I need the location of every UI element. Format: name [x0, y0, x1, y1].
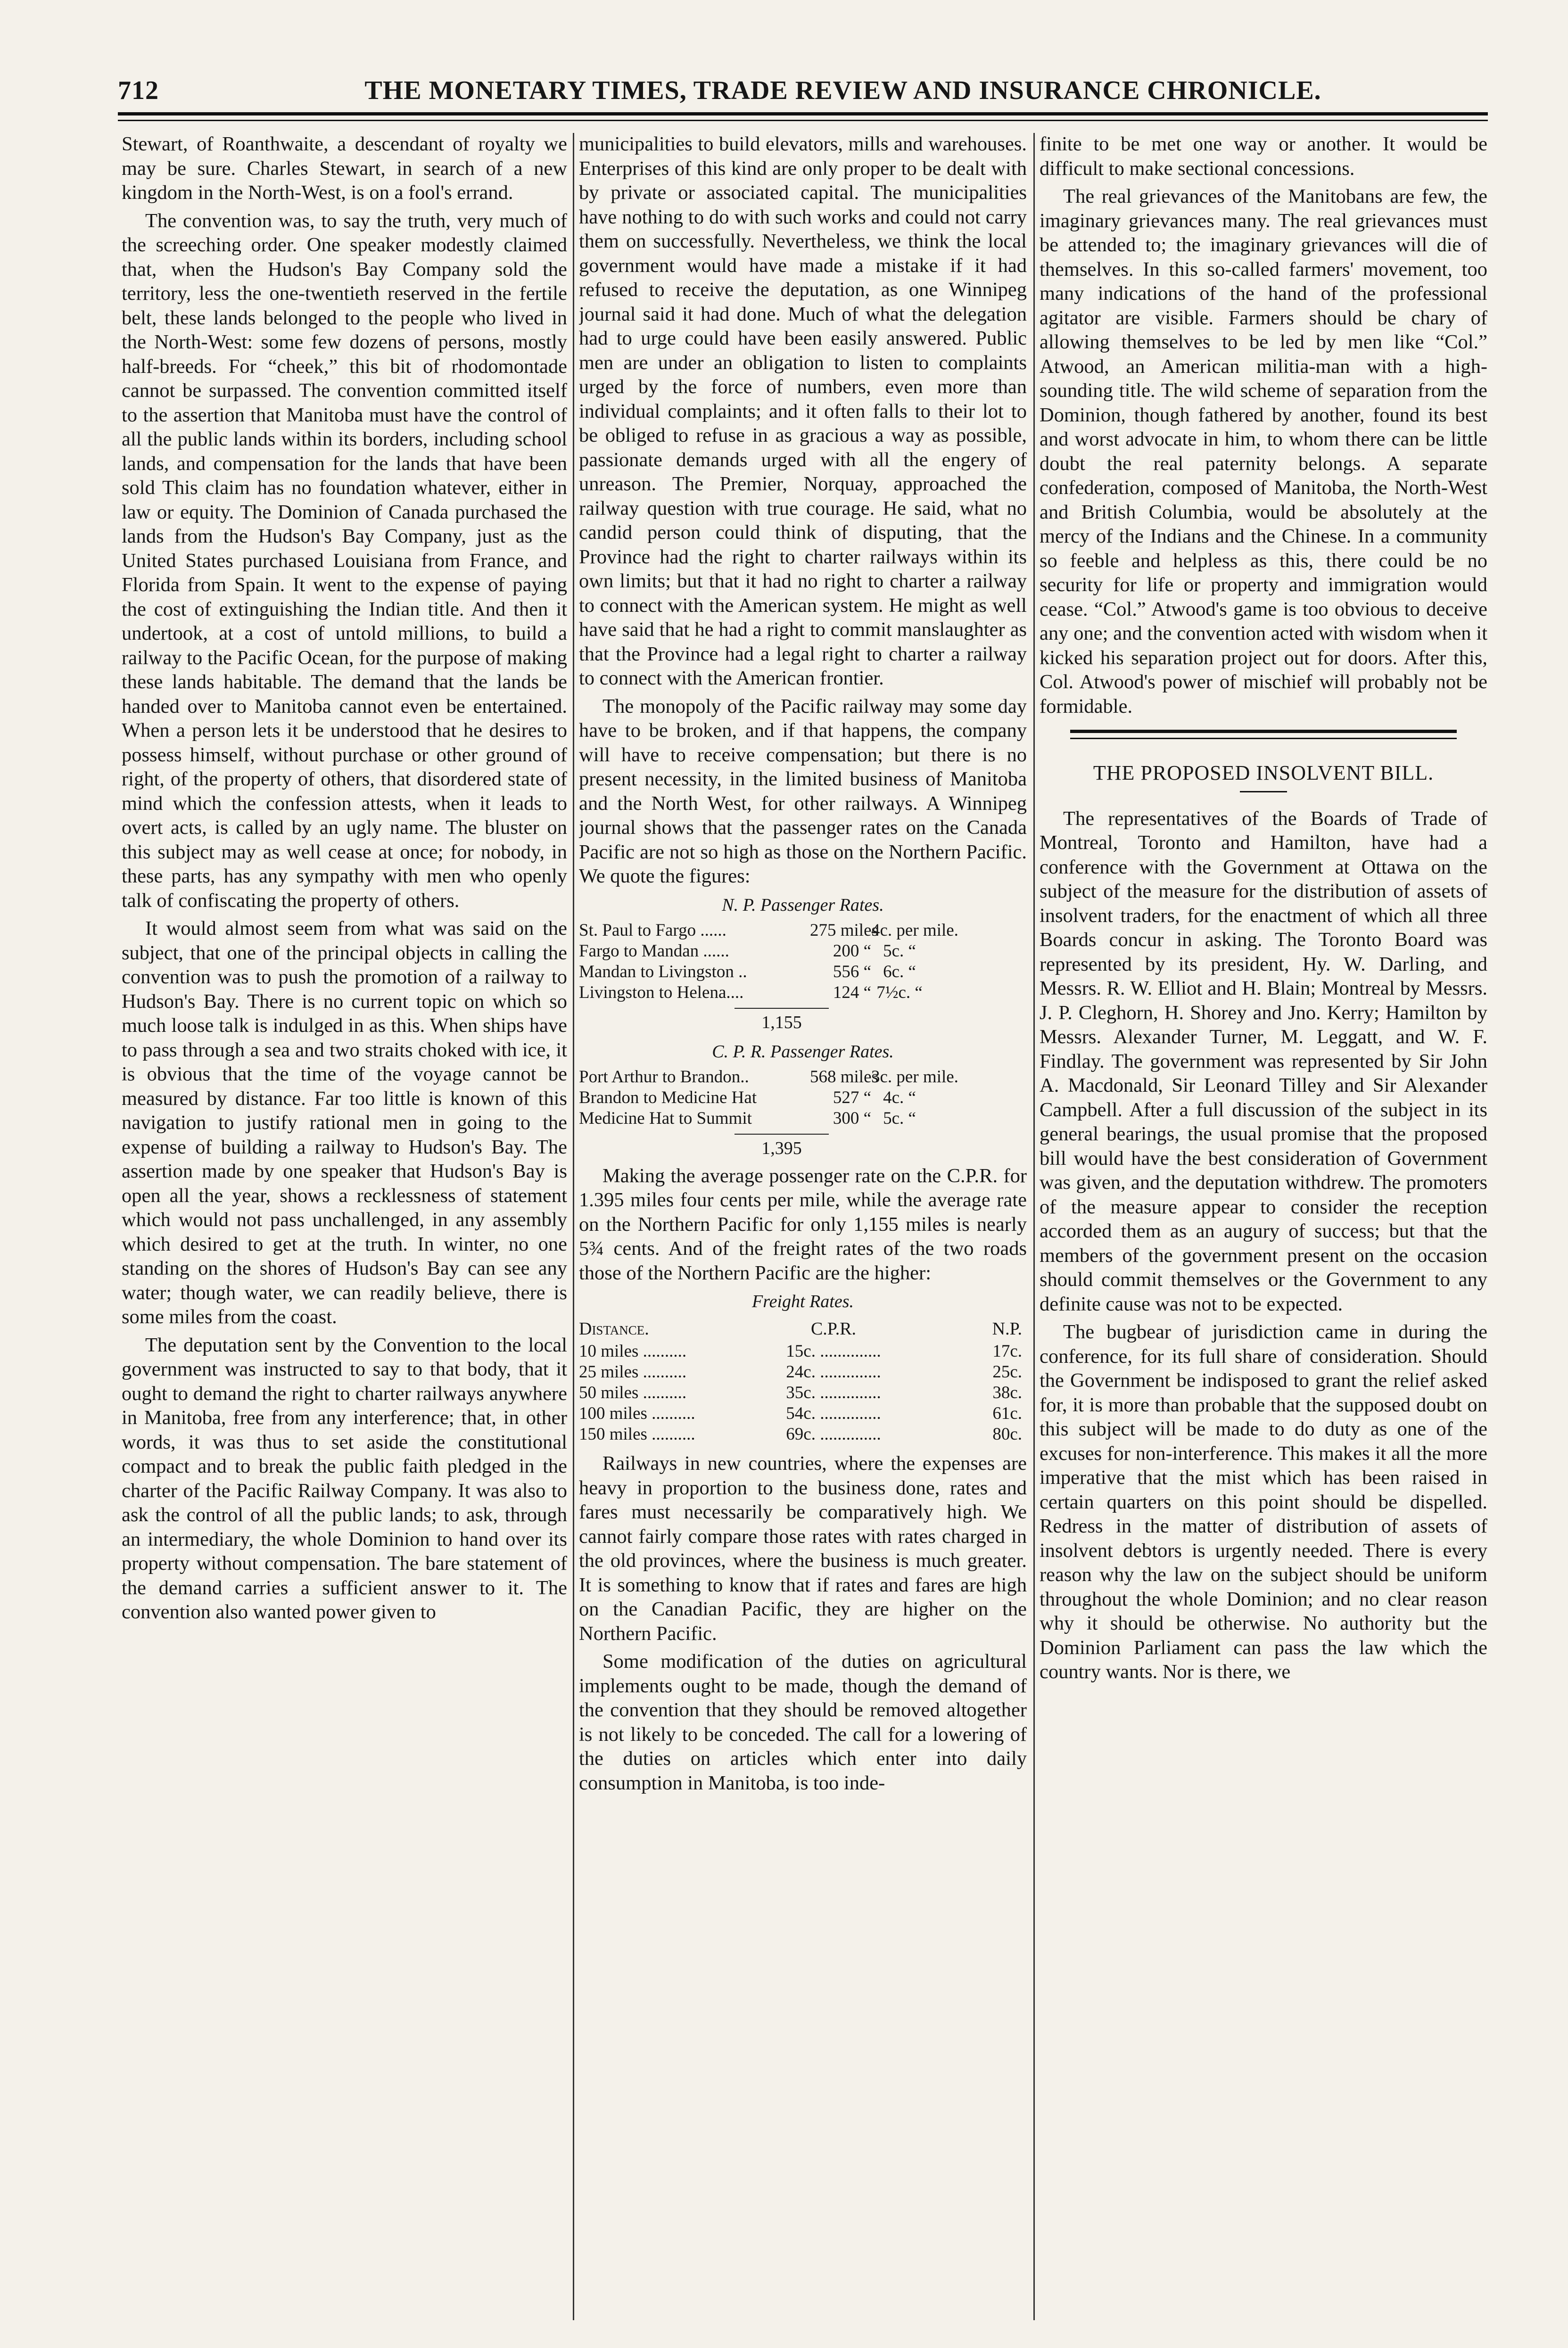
header-rule-thin: [118, 120, 1488, 121]
table-row: 50 miles .......... 35c. .............. 38c.: [579, 1383, 1022, 1402]
cpr-total: 1,395: [734, 1134, 829, 1161]
paragraph: It would almost seem from what was said on the subject, that one of the principal objects in calling the convention was to push the promotion of a railway to Hudson's Bay. There is no current topic on which so much loose talk is indulged in as this. When ships have to pass through a sea and two straits choked with ice, it is obvious that the time of the voyage cannot be measured by distance. Far too little is known of this navigation to justify rational men in going to the expense of building a railway to Hudson's Bay. The assertion made by one speaker that Hudson's Bay is open all the year, shows a recklessness of statement which would not pass unchallenged, in any assembly which desired to get at the truth. In winter, no one standing on the shores of Hudson's Bay can see any water; though water, we can readily believe, there is some miles from the coast.: [122, 917, 567, 1328]
section-title: THE PROPOSED INSOLVENT BILL.: [1093, 761, 1434, 784]
np-rates-title: N. P. Passenger Rates.: [722, 895, 884, 915]
table-row: Port Arthur to Brandon.. 568 miles 3c. per mile.: [579, 1067, 958, 1087]
table-row: 100 miles .......... 54c. .............. 61c.: [579, 1404, 1022, 1423]
paragraph: Making the average possenger rate on the C.P.R. for 1.395 miles four cents per mile, while the average rate on the Northern Pacific for only 1,155 miles is nearly 5¾ cents. And of the freight rates of the two roads those of the Northern Pacific are the higher:: [579, 1164, 1027, 1284]
section-rule-thick: [1070, 730, 1457, 733]
paragraph: The bugbear of jurisdiction came in during the conference, for its full share of consideration. Should the Government be indisposed to grant the relief asked for, it is more than probable that the supposed doubt on this subject will be made to do duty as one of the excuses for non-interference. This makes it all the more imperative that the mist which has been raised in certain quarters on this point should be dispelled. Redress in the matter of distribution of assets of insolvent debtors is urgently needed. There is every reason why the law on the subject should be uniform throughout the whole Dominion; and no clear reason why it should be otherwise. No authority but the Dominion Parliament can pass the law which the country wants. Nor is there, we: [1040, 1321, 1487, 1683]
paragraph: The monopoly of the Pacific railway may some day have to be broken, and if that happens, the company will have to receive compensation; but there is no present necessity, in the limited business of Manitoba and the North West, for other railways. A Winnipeg journal shows that the passenger rates on the Canada Pacific are not so high as those on the Northern Pacific. We quote the figures:: [579, 695, 1027, 887]
paragraph: The representatives of the Boards of Trade of Montreal, Toronto and Hamilton, have had a conference with the Government at Ottawa on the subject of the measure for the distribution of assets of insolvent traders, for the enactment of which all three Boards concur in asking. The Toronto Board was represented by its president, Hy. W. Darling, and Messrs. R. W. Elliot and H. Blain; Montreal by Messrs. J. P. Cleghorn, H. Shorey and Jno. Kerry; Hamilton by Messrs. Alexander Turner, M. Leggatt, and W. F. Findlay. The government was represented by Sir John A. Macdonald, Sir Leonard Tilley and Sir Alexander Campbell. After a full discussion of the subject in its general bearings, the usual promise that the proposed bill would have the best consideration of Government was given, and the deputation withdrew. The promoters of the measure appear to consider the reception accorded them as an augury of success; but that the members of the government present on the occasion should commit themselves or the Government to any definite cause was not to be expected.: [1040, 807, 1487, 1315]
column-2: [579, 132, 1027, 2319]
table-header: Distance. C.P.R. N.P.: [579, 1318, 1022, 1339]
column-divider-2: [1033, 133, 1035, 2320]
paragraph: Some modification of the duties on agricultural implements ought to be made, though the demand of the convention that they should be removed altogether is not likely to be conceded. The call for a lowering of the duties on articles which enter into daily consumption in Manitoba, is too inde-: [579, 1650, 1027, 1794]
cpr-rates-table: [579, 1067, 1027, 1129]
paragraph: The deputation sent by the Convention to the local government was instructed to say to that body, that it ought to demand the right to charter railways anywhere in Manitoba, free from any interference; that, in other words, it was thus to set aside the constitutional compact and to break the public faith pledged in the charter of the Pacific Railway Company. It was also to ask the control of all the public lands; to ask, through an intermediary, the whole Dominion to hand over its property without compensation. The bare statement of the demand carries a sufficient answer to it. The convention also wanted power given to: [122, 1334, 567, 1623]
section-rule-thin: [1070, 738, 1457, 739]
paragraph: municipalities to build elevators, mills and warehouses. Enterprises of this kind are only proper to be dealt with by private or associated capital. The municipalities have nothing to do with such works and could not carry them on successfully. Nevertheless, we think the local government would have made a mistake if it had refused to receive the deputation, as one Winnipeg journal said it had done. Much of what the delegation had to urge could have been easily answered. Public men are under an obligation to listen to complaints urged by the force of numbers, even more than individual complaints; and it often falls to their lot to be obliged to refuse in as gracious a way as possible, passionate demands urged with all the engery of unreason. The Premier, Norquay, approached the railway question with true courage. He said, what no candid person could think of disputing, that the Province had the right to charter railways within its own limits; but that it had no right to charter a railway to connect with the American system. He might as well have said that he had a right to commit manslaughter as that the Province had a legal right to charter a railway to connect with the American frontier.: [579, 133, 1027, 689]
freight-rates-table: [579, 1317, 1027, 1445]
paragraph: Stewart, of Roanthwaite, a descendant of royalty we may be sure. Charles Stewart, in search of a new kingdom in the North-West, is on a fool's errand.: [122, 133, 567, 204]
table-row: Mandan to Livingston .. 556 “ 6c. “: [579, 962, 916, 981]
freight-rates-title: Freight Rates.: [752, 1292, 854, 1311]
table-row: Brandon to Medicine Hat 527 “ 4c. “: [579, 1088, 916, 1107]
table-row: Livingston to Helena.... 124 “ 7½c. “: [579, 983, 923, 1002]
column-divider-1: [573, 133, 574, 2320]
cpr-rates-title: C. P. R. Passenger Rates.: [712, 1041, 894, 1062]
page-number: 712: [118, 76, 159, 105]
table-row: Fargo to Mandan ...... 200 “ 5c. “: [579, 941, 916, 961]
paragraph: finite to be met one way or another. It would be difficult to make sectional concessions.: [1040, 133, 1487, 180]
table-row: Medicine Hat to Summit 300 “ 5c. “: [579, 1109, 916, 1128]
title-underline: [1240, 791, 1287, 792]
publication-title: THE MONETARY TIMES, TRADE REVIEW AND INSURANCE CHRONICLE.: [364, 76, 1321, 105]
np-total: 1,155: [734, 1008, 829, 1035]
table-row: 10 miles .......... 15c. .............. 17c.: [579, 1342, 1022, 1361]
paragraph: The convention was, to say the truth, very much of the screeching order. One speaker modestly claimed that, when the Hudson's Bay Company sold the territory, less the one-twentieth reserved in the fertile belt, these lands belonged to the people who lived in the North-West: some few dozens of persons, mostly half-breeds. For “cheek,” this bit of rhodomontade cannot be surpassed. The convention committed itself to the assertion that Manitoba must have the control of all the public lands within its borders, including school lands, and compensation for the lands that have been sold This claim has no foundation whatever, either in law or equity. The Dominion of Canada purchased the lands from the Hudson's Bay Company, just as the United States purchased Louisiana from France, and Florida from Spain. It went to the expense of paying the cost of extinguishing the Indian title. And then it undertook, at a cost of untold millions, to build a railway to the Pacific Ocean, for the purpose of making these lands habitable. The demand that the lands be handed over to Manitoba cannot even be entertained. When a person lets it be understood that he desires to possess himself, without purchase or other ground of right, of the property of others, that disordered state of mind which the confession attests, when it leads to overt acts, is called by an ugly name. The bluster on this subject may as well cease at once; for nobody, in these parts, has any sympathy with men who openly talk of confiscating the property of others.: [122, 209, 567, 912]
table-row: 25 miles .......... 24c. .............. 25c.: [579, 1362, 1022, 1382]
header-rule-thick: [118, 112, 1488, 115]
paragraph: The real grievances of the Manitobans are few, the imaginary grievances many. The real grievances must be attended to; the imaginary grievances will die of themselves. In this so-called farmers' movement, too many indications of the hand of the professional agitator are visible. Farmers should be chary of allowing themselves to be led by men like “Col.” Atwood, an American militia-man with a high-sounding title. The wild scheme of separation from the Dominion, though fathered by another, found its best and worst advocate in him, to whom there can be little doubt the real paternity belongs. A separate confederation, composed of Manitoba, the North-West and British Columbia, would be absolutely at the mercy of the Indians and the Chinese. In a community so feeble and helpless as this, there could be no security for life or property and immigration would cease. “Col.” Atwood's game is too obvious to deceive any one; and the convention acted with wisdom when it kicked his separation project out for doors. After this, Col. Atwood's power of mischief will probably not be formidable.: [1040, 185, 1487, 717]
paragraph: Railways in new countries, where the expenses are heavy in proportion to the business done, rates and fares must necessarily be comparatively high. We cannot fairly compare those rates with rates charged in the old provinces, where the business is much greater. It is something to know that if rates and fares are high on the Canadian Pacific, they are higher on the Northern Pacific.: [579, 1452, 1027, 1645]
table-row: St. Paul to Fargo ...... 275 miles 4c. per mile.: [579, 921, 958, 940]
column-1: [122, 132, 567, 2319]
table-row: 150 miles .......... 69c. .............. 80c.: [579, 1425, 1022, 1444]
column-3: [1040, 132, 1487, 2319]
np-rates-table: [579, 920, 1027, 1003]
